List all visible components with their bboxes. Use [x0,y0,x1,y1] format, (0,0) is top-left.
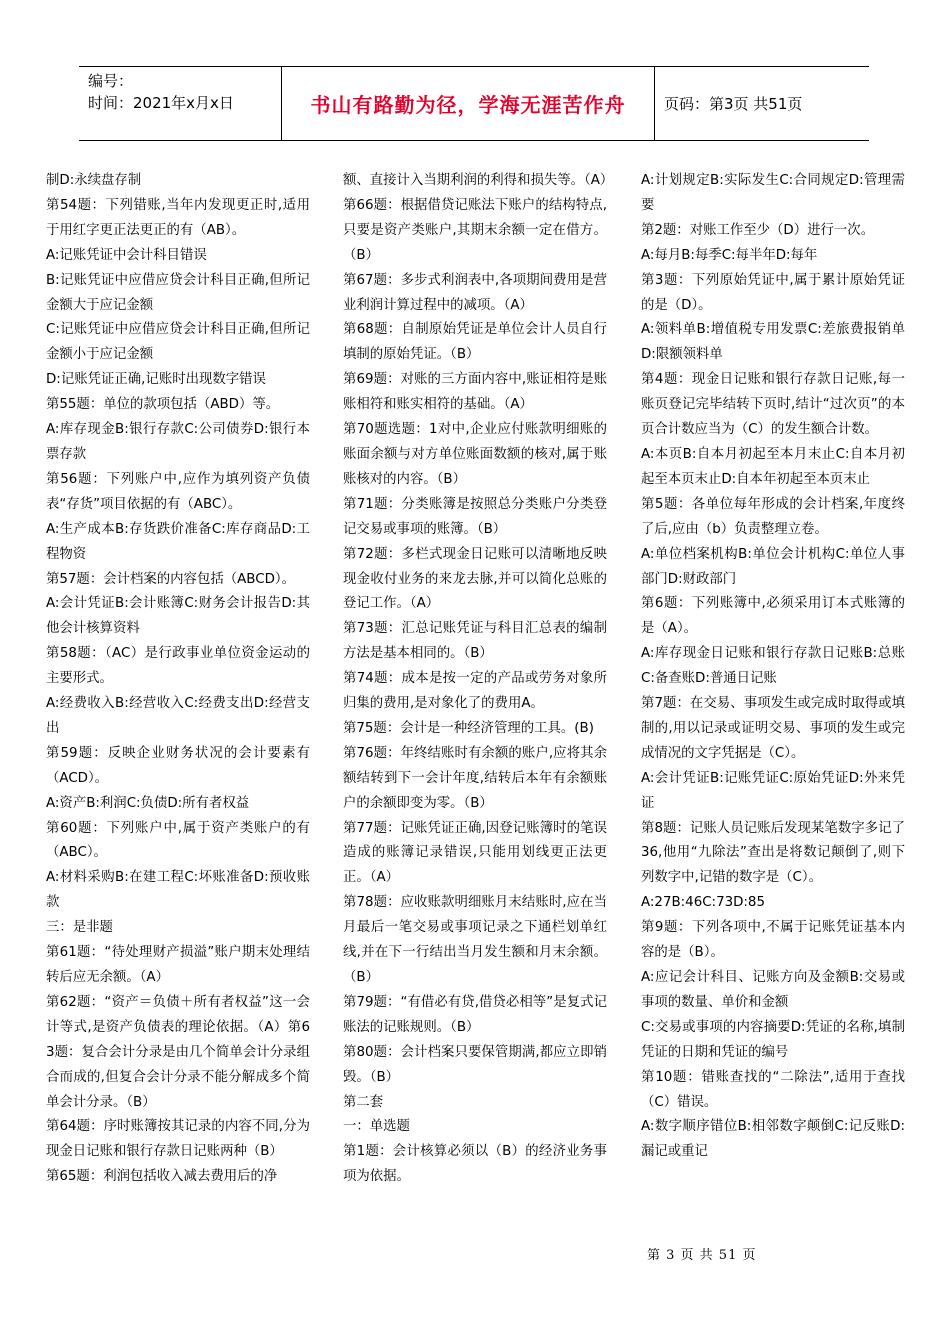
paragraph: 第71题：分类账簿是按照总分类账户分类登记交易或事项的账簿。（B） [343,496,607,537]
paragraph: 第8题：记账人员记账后发现某笔数字多记了36,他用“九除法”查出是将数记颠倒了,则下列数字中,记错的数字是（C）。 [641,820,905,886]
paragraph: 第7题：在交易、事项发生或完成时取得或填制的,用以记录或证明交易、事项的发生或完成情况的文字凭据是（C）。 [641,696,905,761]
paragraph: 第75题：会计是一种经济管理的工具。(B) [343,720,594,736]
paragraph: A:材料采购B:在建工程C:坏账准备D:预收账款 [46,870,310,911]
header-motto: 书山有路勤为径，学海无涯苦作舟 [281,67,655,140]
paragraph: 第55题：单位的款项包括（ABD）等。 [46,397,280,413]
paragraph: 第69题：对账的三方面内容中,账证相符是账账相符和账实相符的基础。（A） [343,372,607,413]
header-meta [79,67,281,140]
paragraph: A:生产成本B:存货跌价准备C:库存商品D:工程物资 [46,521,310,562]
paragraph: 第66题：根据借贷记账法下账户的结构特点,只要是资产类账户,其期末余额一定在借方。（B） [343,197,607,263]
paragraph: 第80题：会计档案只要保管期满,都应立即销毁。（B） [343,1044,607,1085]
paragraph: A:会计凭证B:会计账簿C:财务会计报告D:其他会计核算资料 [46,596,310,637]
paragraph: 第79题：“有借必有贷,借贷必相等”是复式记账法的记账规则。（B） [343,994,607,1035]
paragraph: 第58题：（AC）是行政事业单位资金运动的主要形式。 [46,646,310,687]
page-footer: 第 3 页 共 51 页 [647,1248,757,1263]
paragraph: A:本页B:自本月初起至本月末止C:自本月初起至本页末止D:自本年初起至本页末止 [641,446,905,487]
paragraph: 第1题：会计核算必须以（B）的经济业务事项为依据。 [343,1144,607,1185]
paragraph: 第9题：下列各项中,不属于记账凭证基本内容的是（B）。 [641,920,905,961]
paragraph: 第10题：错账查找的“二除法”,适用于查找（C）错误。 [641,1069,905,1110]
text-column-3 [641,169,905,1165]
paragraph: C:交易或事项的内容摘要D:凭证的名称,填制凭证的日期和凭证的编号 [641,1019,905,1060]
paragraph: D:记账凭证正确,记账时出现数字错误 [46,372,266,388]
paragraph: 第73题：汇总记账凭证与科目汇总表的编制方法是基本相同的。（B） [343,621,607,662]
paragraph: 三：是非题 [46,920,113,936]
paragraph: 第76题：年终结账时有余额的账户,应将其余额结转到下一会计年度,结转后本年有余额账户的余额即变为零。（B） [343,745,607,811]
paragraph: C:记账凭证中应借应贷会计科目正确,但所记金额小于应记金额 [46,322,310,363]
paragraph: 第61题：“待处理财产损溢”账户期末处理结转后应无余额。（A） [46,945,310,985]
paragraph: 第59题：反映企业财务状况的会计要素有（ACD）。 [46,745,310,786]
paragraph: A:每月B:每季C:每半年D:每年 [641,247,818,263]
paragraph: A:计划规定B:实际发生C:合同规定D:管理需要 [641,173,905,213]
paragraph: A:领料单B:增值税专用发票C:差旅费报销单D:限额领料单 [641,322,905,363]
paragraph: 第60题：下列账户中,属于资产类账户的有（ABC）。 [46,820,310,861]
paragraph: 第70题选题：1对中,企业应付账款明细账的账面余额与对方单位账面数额的核对,属于账账核对的内容。（B） [343,422,607,487]
paragraph: 第4题：现金日记账和银行存款日记账,每一账页登记完毕结转下页时,结计“过次页”的本页合计数应当为（C）的发生额合计数。 [641,372,905,438]
paragraph: 额、直接计入当期利润的利得和损失等。（A） [343,173,614,188]
paragraph: A:库存现金日记账和银行存款日记账B:总账C:备查账D:普通日记账 [641,646,905,687]
paragraph: 第74题：成本是按一定的产品或劳务对象所归集的费用,是对象化了的费用A。 [343,671,607,712]
paragraph: 第72题：多栏式现金日记账可以清晰地反映现金收付业务的来龙去脉,并可以简化总账的登记工作。（A） [343,546,607,612]
paragraph: 第56题：下列账户中,应作为填列资产负债表“存货”项目依据的有（ABC）。 [46,471,310,512]
paragraph: A:会计凭证B:记账凭证C:原始凭证D:外来凭证 [641,770,905,811]
paragraph: A:资产B:利润C:负债D:所有者权益 [46,795,250,811]
paragraph: 第二套 [343,1094,384,1110]
paragraph: 第5题：各单位每年形成的会计档案,年度终了后,应由（b）负责整理立卷。 [641,496,905,537]
paragraph: A:27B:46C:73D:85 [641,895,765,911]
paragraph: A:数字顺序错位B:相邻数字颠倒C:记反账D:漏记或重记 [641,1119,905,1160]
paragraph: A:应记会计科目、记账方向及金额B:交易或事项的数量、单价和金额 [641,970,905,1010]
paragraph: 第64题：序时账簿按其记录的内容不同,分为现金日记账和银行存款日记账两种（B） [46,1119,310,1160]
paragraph: A:记账凭证中会计科目错误 [46,247,207,263]
paragraph: B:记账凭证中应借应贷会计科目正确,但所记金额大于应记金额 [46,272,310,313]
paragraph: 第65题：利润包括收入减去费用后的净 [46,1169,278,1185]
paragraph: 第68题：自制原始凭证是单位会计人员自行填制的原始凭证。（B） [343,322,607,363]
page-header [79,66,869,141]
paragraph: 第77题：记账凭证正确,因登记账簿时的笔误造成的账簿记录错误,只能用划线更正法更正。（A） [343,820,607,886]
paragraph: 第78题：应收账款明细账月末结账时,应在当月最后一笔交易或事项记录之下通栏划单红线,并在下一行结出当月发生额和月末余额。（B） [343,895,607,985]
paragraph: 第57题：会计档案的内容包括（ABCD）。 [46,571,295,587]
document-number-label: 编号： [88,72,134,90]
paragraph: 第2题：对账工作至少（D）进行一次。 [641,222,875,238]
paragraph: 制D:永续盘存制 [46,173,142,188]
document-date-label: 时间：2021年x月x日 [88,94,234,112]
paragraph: 第6题：下列账簿中,必须采用订本式账簿的是（A）。 [641,596,905,637]
paragraph: 第62题：“资产＝负债＋所有者权益”这一会计等式,是资产负债表的理论依据。（A）第63题：复合会计分录是由几个简单会计分录组合而成的,但复合会计分录不能分解成多个简单会计分录。（B） [46,994,310,1110]
paragraph: A:单位档案机构B:单位会计机构C:单位人事部门D:财政部门 [641,546,905,587]
text-column-1 [46,169,310,1190]
paragraph: 第67题：多步式利润表中,各项期间费用是营业利润计算过程中的减项。（A） [343,272,607,313]
paragraph: A:库存现金B:银行存款C:公司债券D:银行本票存款 [46,422,310,462]
paragraph: 一：单选题 [343,1119,410,1135]
text-column-2 [343,169,614,1190]
header-page-indicator: 页码：第3页 共51页 [664,95,803,113]
paragraph: A:经费收入B:经营收入C:经费支出D:经营支出 [46,696,310,736]
paragraph: 第3题：下列原始凭证中,属于累计原始凭证的是（D）。 [641,272,905,313]
paragraph: 第54题：下列错账,当年内发现更正时,适用于用红字更正法更正的有（AB）。 [46,197,310,238]
